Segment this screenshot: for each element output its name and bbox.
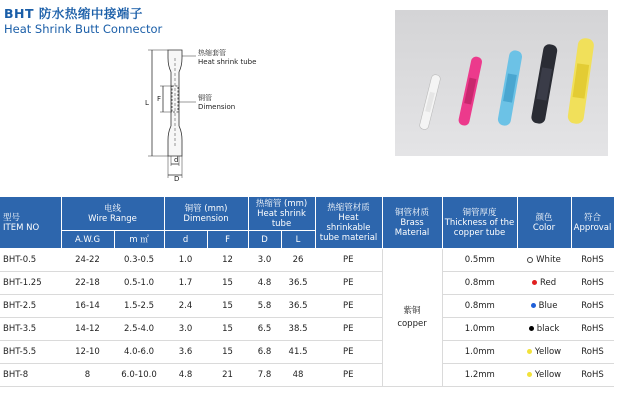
cell-material: PE <box>315 318 382 341</box>
tube-label-en: Heat shrink tube <box>198 58 257 66</box>
title-chinese: BHT 防水热缩中接端子 <box>4 6 143 21</box>
tube-label-cn: 热缩套管 <box>198 49 226 57</box>
cell-awg: 24-22 <box>61 249 114 272</box>
product-photo <box>395 10 608 156</box>
cell-L: 36.5 <box>281 295 315 318</box>
cell-color: black <box>517 318 571 341</box>
cell-color: Blue <box>517 295 571 318</box>
table-row <box>0 295 614 318</box>
cell-color: Yellow <box>517 364 571 387</box>
dim-D: D <box>174 175 180 183</box>
col-tube-material: 热缩管材质 Heat shrinkable tube material <box>315 197 382 249</box>
cell-approval: RoHS <box>571 272 614 295</box>
table-row <box>0 272 614 295</box>
brass-label-cn: 铜管 <box>198 94 212 102</box>
cell-mm2: 6.0-10.0 <box>114 364 164 387</box>
cell-L: 38.5 <box>281 318 315 341</box>
col-thickness: 铜管厚度 Thickness of the copper tube <box>442 197 517 249</box>
table-row <box>0 341 614 364</box>
cell-mm2: 1.5-2.5 <box>114 295 164 318</box>
cell-D: 6.5 <box>248 318 281 341</box>
cell-approval: RoHS <box>571 295 614 318</box>
cell-d: 4.8 <box>164 364 207 387</box>
cell-F: 15 <box>207 295 248 318</box>
cell-F: 15 <box>207 272 248 295</box>
brass-label-en: Dimension <box>198 103 236 111</box>
col-heat-shrink-tube: 热缩管 (mm) Heat shrink tube <box>248 197 315 231</box>
title-english: Heat Shrink Butt Connector <box>4 22 163 36</box>
cell-item: BHT-8 <box>0 364 61 387</box>
cell-color: Yellow <box>517 341 571 364</box>
cell-thickness: 1.2mm <box>442 364 517 387</box>
col-L: L <box>281 231 315 249</box>
cell-material: PE <box>315 295 382 318</box>
col-color: 颜色 Color <box>517 197 571 249</box>
cell-F: 21 <box>207 364 248 387</box>
cell-F: 15 <box>207 318 248 341</box>
header-row-top <box>0 197 614 231</box>
cell-mm2: 4.0-6.0 <box>114 341 164 364</box>
dim-F: F <box>157 95 162 103</box>
col-D: D <box>248 231 281 249</box>
cell-mm2: 0.3-0.5 <box>114 249 164 272</box>
cell-d: 3.0 <box>164 318 207 341</box>
col-approval: 符合 Approval <box>571 197 614 249</box>
cell-L: 36.5 <box>281 272 315 295</box>
cell-approval: RoHS <box>571 364 614 387</box>
cell-material: PE <box>315 364 382 387</box>
cell-approval: RoHS <box>571 249 614 272</box>
cell-L: 26 <box>281 249 315 272</box>
cell-d: 2.4 <box>164 295 207 318</box>
cell-approval: RoHS <box>571 341 614 364</box>
color-dot-icon <box>527 349 532 354</box>
dim-d: d <box>174 156 179 164</box>
col-brass-material: 铜管材质 Brass Material <box>382 197 442 249</box>
color-dot-icon <box>529 326 534 331</box>
cell-material: PE <box>315 341 382 364</box>
cell-item: BHT-2.5 <box>0 295 61 318</box>
cell-material: PE <box>315 249 382 272</box>
col-awg: A.W.G <box>61 231 114 249</box>
cell-awg: 22-18 <box>61 272 114 295</box>
cell-D: 3.0 <box>248 249 281 272</box>
cell-item: BHT-3.5 <box>0 318 61 341</box>
connector-diagram <box>130 44 290 184</box>
cell-thickness: 0.5mm <box>442 249 517 272</box>
cell-item: BHT-5.5 <box>0 341 61 364</box>
cell-L: 41.5 <box>281 341 315 364</box>
table-row <box>0 318 614 341</box>
cell-brass-material: 紫铜 copper <box>382 249 442 387</box>
col-item: 型号 ITEM NO <box>0 197 61 249</box>
cell-item: BHT-1.25 <box>0 272 61 295</box>
color-dot-icon <box>532 280 537 285</box>
cell-F: 12 <box>207 249 248 272</box>
cell-thickness: 1.0mm <box>442 341 517 364</box>
col-d: d <box>164 231 207 249</box>
cell-color: White <box>517 249 571 272</box>
color-dot-icon <box>527 257 533 263</box>
table-row <box>0 364 614 387</box>
col-wire-range: 电线 Wire Range <box>61 197 164 231</box>
cell-d: 1.0 <box>164 249 207 272</box>
cell-thickness: 0.8mm <box>442 295 517 318</box>
cell-thickness: 1.0mm <box>442 318 517 341</box>
spec-table <box>0 197 615 387</box>
cell-D: 4.8 <box>248 272 281 295</box>
cell-F: 15 <box>207 341 248 364</box>
cell-material: PE <box>315 272 382 295</box>
cell-item: BHT-0.5 <box>0 249 61 272</box>
cell-mm2: 2.5-4.0 <box>114 318 164 341</box>
cell-D: 7.8 <box>248 364 281 387</box>
color-dot-icon <box>527 372 532 377</box>
cell-approval: RoHS <box>571 318 614 341</box>
cell-thickness: 0.8mm <box>442 272 517 295</box>
table-row <box>0 249 614 272</box>
cell-D: 5.8 <box>248 295 281 318</box>
color-dot-icon <box>531 303 536 308</box>
cell-awg: 12-10 <box>61 341 114 364</box>
cell-d: 1.7 <box>164 272 207 295</box>
dim-L: L <box>145 99 149 107</box>
cell-awg: 8 <box>61 364 114 387</box>
cell-color: Red <box>517 272 571 295</box>
cell-L: 48 <box>281 364 315 387</box>
cell-mm2: 0.5-1.0 <box>114 272 164 295</box>
cell-D: 6.8 <box>248 341 281 364</box>
cell-awg: 16-14 <box>61 295 114 318</box>
cell-awg: 14-12 <box>61 318 114 341</box>
col-copper-dimension: 铜管 (mm) Dimension <box>164 197 248 231</box>
col-mm2: m ㎡ <box>114 231 164 249</box>
col-F: F <box>207 231 248 249</box>
cell-d: 3.6 <box>164 341 207 364</box>
